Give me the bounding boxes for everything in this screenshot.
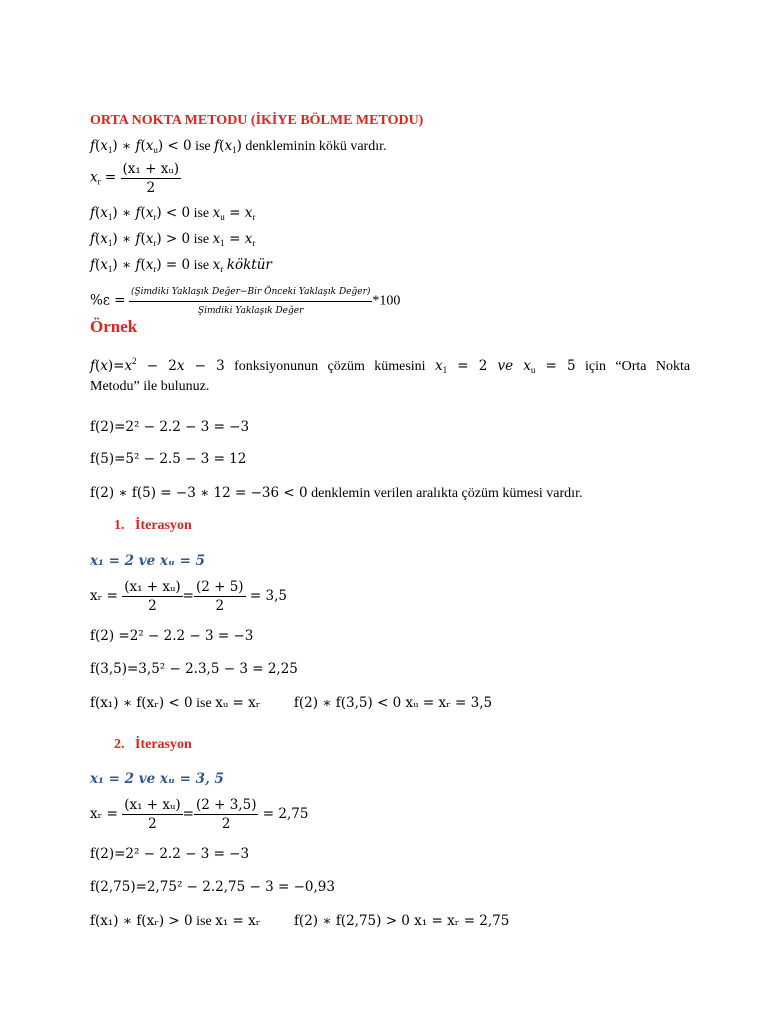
xr-formula: $x_r$ = $\frac{\text{(x₁ + xᵤ)}}{2}$: [90, 161, 179, 196]
iteration-1-fxr: f(3,5)=3,5² − 2.3,5 − 3 = 2,25: [90, 661, 298, 677]
iteration-2-f2: f(2)=2² − 2.2 − 3 = −3: [90, 846, 250, 862]
iteration-2-xr: xᵣ = $\frac{\text{(x₁ + xᵤ)}}{2}$ = $\frac{(2 + 3,5)}{2}$ = 2,75: [90, 797, 309, 832]
rule1-tail: denkleminin kökü vardır.: [245, 139, 387, 154]
problem-line-1: $f(x)=x^2 - 2x - 3$ fonksiyonunun çözüm kümesini $x_1 = 2$ ve $x_u = 5$ için “Orta Nokta: [90, 356, 691, 375]
iteration-2-fxr: f(2,75)=2,75² − 2.2,75 − 3 = −0,93: [90, 879, 335, 895]
iteration-1-f2: f(2) =2² − 2.2 − 3 = −3: [90, 628, 254, 644]
error-fraction: $\frac{\text{(Şimdiki Yaklaşık Değer−Bir Önceki Yaklaşık Değer)}}{\text{Şimdiki Yaklaşık Değer}}$: [129, 283, 372, 320]
iteration-2-rule: f(x₁) ∗ f(xᵣ) > 0 ise x₁ = xᵣ f(2) ∗ f(2,75) > 0 x₁ = xᵣ = 2,75: [90, 913, 510, 929]
iteration-1-rule: f(x₁) ∗ f(xᵣ) < 0 ise xᵤ = xᵣ f(2) ∗ f(3,5) < 0 xᵤ = xᵣ = 3,5: [90, 695, 493, 711]
problem-line-2: Metodu” ile bulunuz.: [90, 379, 210, 394]
iteration-1-xr: xᵣ = $\frac{\text{(x₁ + xᵤ)}}{2}$ = $\frac{(2 + 5)}{2}$ = 3,5: [90, 579, 287, 614]
iteration-1-init: x₁ = 2 ve xᵤ = 5: [90, 553, 206, 569]
rule1-ise: ise: [195, 139, 211, 154]
error-formula: %ε = $\frac{\text{(Şimdiki Yaklaşık Değer−Bir Önceki Yaklaşık Değer)}}{\text{Şimdiki Yaklaşık Değer}}$ *100: [90, 283, 400, 320]
xr-fraction: $\frac{\text{(x₁ + xᵤ)}}{2}$: [122, 161, 179, 196]
iteration-2-heading: 2. İterasyon: [114, 737, 192, 752]
sign-check: f(2) ∗ f(5) = −3 ∗ 12 = −36 < 0 denklemin verilen aralıkta çözüm kümesi vardır.: [90, 485, 583, 501]
iteration-2-init: x₁ = 2 ve xᵤ = 3, 5: [90, 771, 224, 787]
example-heading: Örnek: [90, 317, 138, 336]
rule-root-exists: $f(x_1)$ ∗ $f(x_u) < 0$ ise $f(x_1)$ denkleminin kökü vardır.: [90, 138, 387, 155]
rule-zero: $f(x_1)$ ∗ $f(x_r) = 0$ ise $x_r$ köktür: [90, 257, 272, 274]
f2-eval: f(2)=2² − 2.2 − 3 = −3: [90, 419, 250, 435]
f5-eval: f(5)=5² − 2.5 − 3 = 12: [90, 451, 247, 467]
iteration-1-heading: 1. İterasyon: [114, 518, 192, 533]
section-title: ORTA NOKTA METODU (İKİYE BÖLME METODU): [90, 113, 424, 128]
rule-negative: $f(x_1)$ ∗ $f(x_r) < 0$ ise $x_u = x_r$: [90, 205, 256, 222]
rule-positive: $f(x_1)$ ∗ $f(x_r) > 0$ ise $x_1 = x_r$: [90, 231, 256, 248]
